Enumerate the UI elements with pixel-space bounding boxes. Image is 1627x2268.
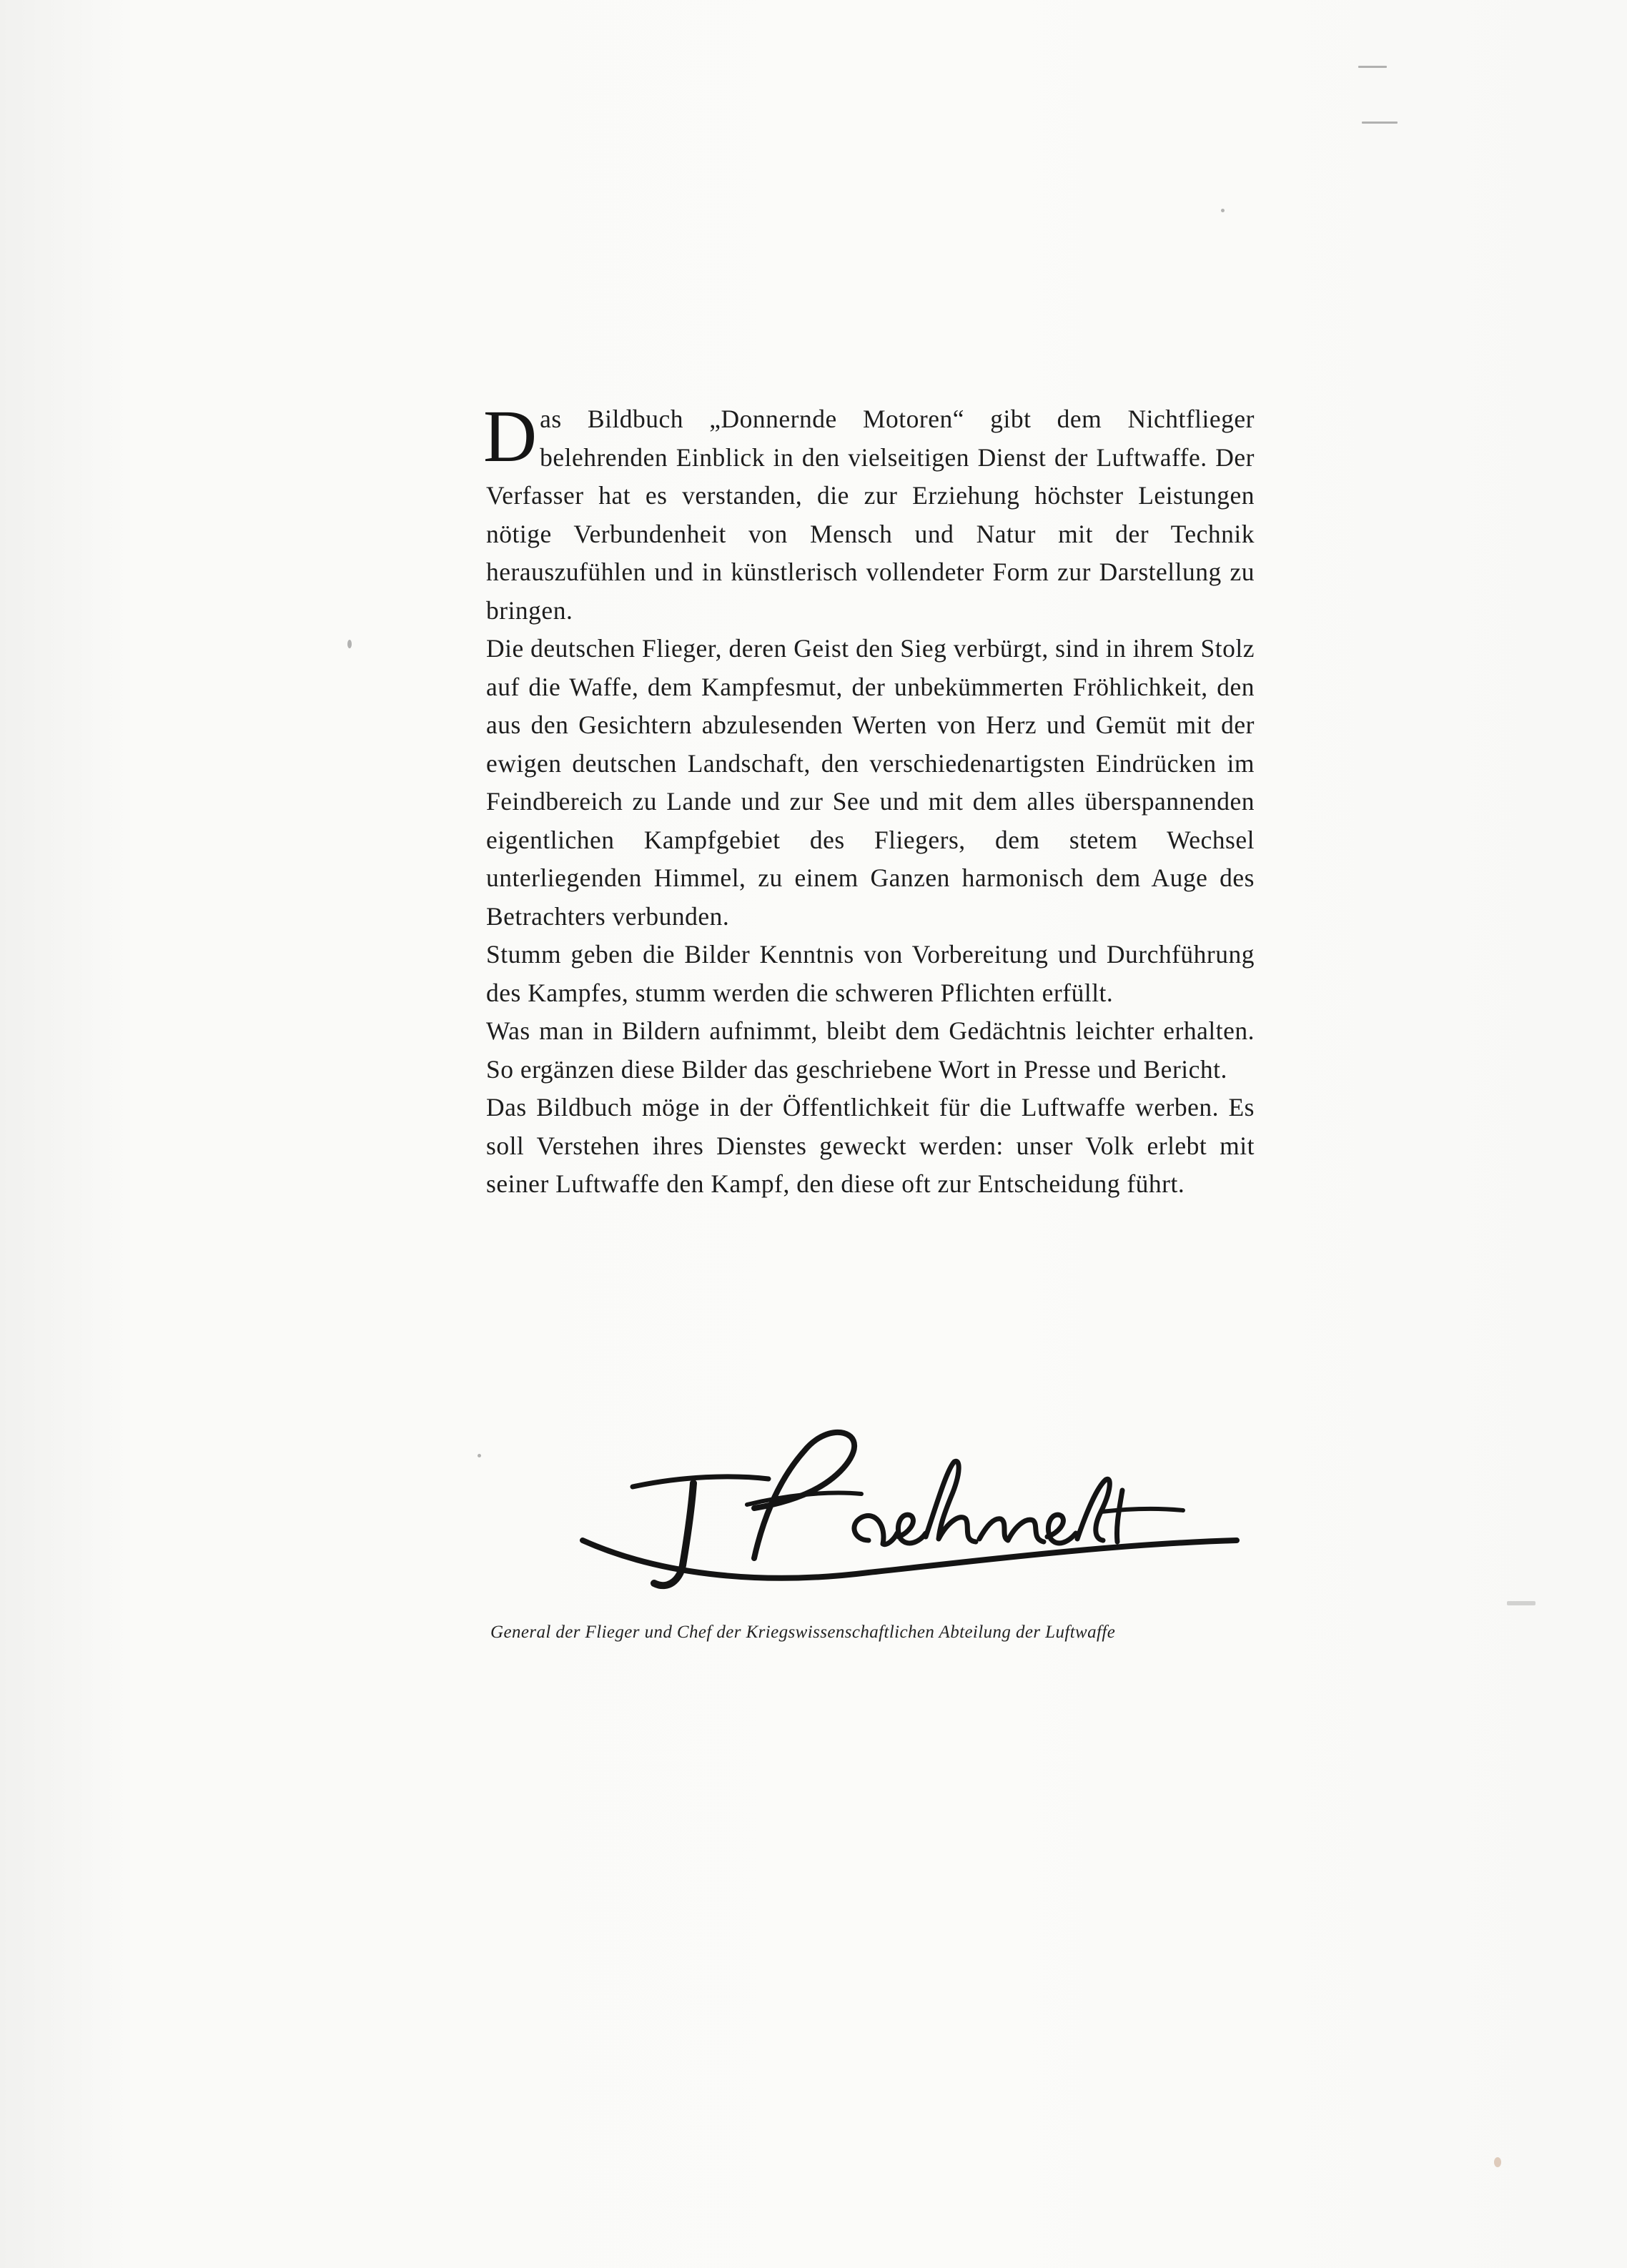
paragraph-1 <box>483 395 1255 630</box>
scan-speck <box>1494 2157 1501 2167</box>
scan-speck <box>1507 1601 1535 1605</box>
signature-caption: General der Flieger und Chef der Kriegswissenschaftlichen Abteilung der Luftwaffe <box>490 1623 1116 1642</box>
scan-speck <box>1358 66 1387 68</box>
paragraph-3: Stumm geben die Bilder Kenntnis von Vorbereitung und Durchführung des Kampfes, stumm werden die schweren Pflichten erfüllt. <box>486 940 1255 1007</box>
paragraph-2: Die deutschen Flieger, deren Geist den Sieg verbürgt, sind in ihrem Stolz auf die Waffe, dem Kampfesmut, der unbekümmerten Fröhlichkeit, den aus den Gesichtern abzulesenden Werten von Herz und Gemüt mit der ewigen deutschen Landschaft, den verschiedenartigsten Eindrücken im Feindbereich zu Lande und zur See und mit dem alles überspannenden eigentlichen Kampfgebiet des Fliegers, dem stetem Wechsel unterliegenden Himmel, zu einem Ganzen harmonisch dem Auge des Betrachters verbunden. <box>486 634 1255 931</box>
scan-speck <box>478 1454 481 1457</box>
body-text <box>483 395 1255 1204</box>
scan-speck <box>1221 209 1225 212</box>
paragraph-4: Was man in Bildern aufnimmt, bleibt dem Gedächtnis leichter erhalten. So ergänzen diese Bilder das geschriebene Wort in Presse und Bericht. <box>486 1016 1255 1084</box>
handwritten-signature <box>568 1419 1255 1605</box>
scan-speck <box>347 640 352 648</box>
dropcap-letter: D <box>483 395 538 477</box>
paragraph-5: Das Bildbuch möge in der Öffentlichkeit für die Luftwaffe werben. Es soll Verstehen ihres Dienstes geweckt werden: unser Volk erlebt mit seiner Luftwaffe den Kampf, den diese oft zur Entscheidung führt. <box>486 1093 1255 1198</box>
scan-speck <box>1362 122 1398 124</box>
paragraph-1-text: as Bildbuch „Donnernde Motoren“ gibt dem Nichtflieger belehrenden Einblick in den vielseitigen Dienst der Luftwaffe. Der Verfasser hat es verstanden, die zur Erziehung höchster Leistungen nötige Verbundenheit von Mensch und Natur mit der Technik herauszufühlen und in künstlerisch vollendeter Form zur Darstellung zu bringen. <box>486 405 1255 625</box>
